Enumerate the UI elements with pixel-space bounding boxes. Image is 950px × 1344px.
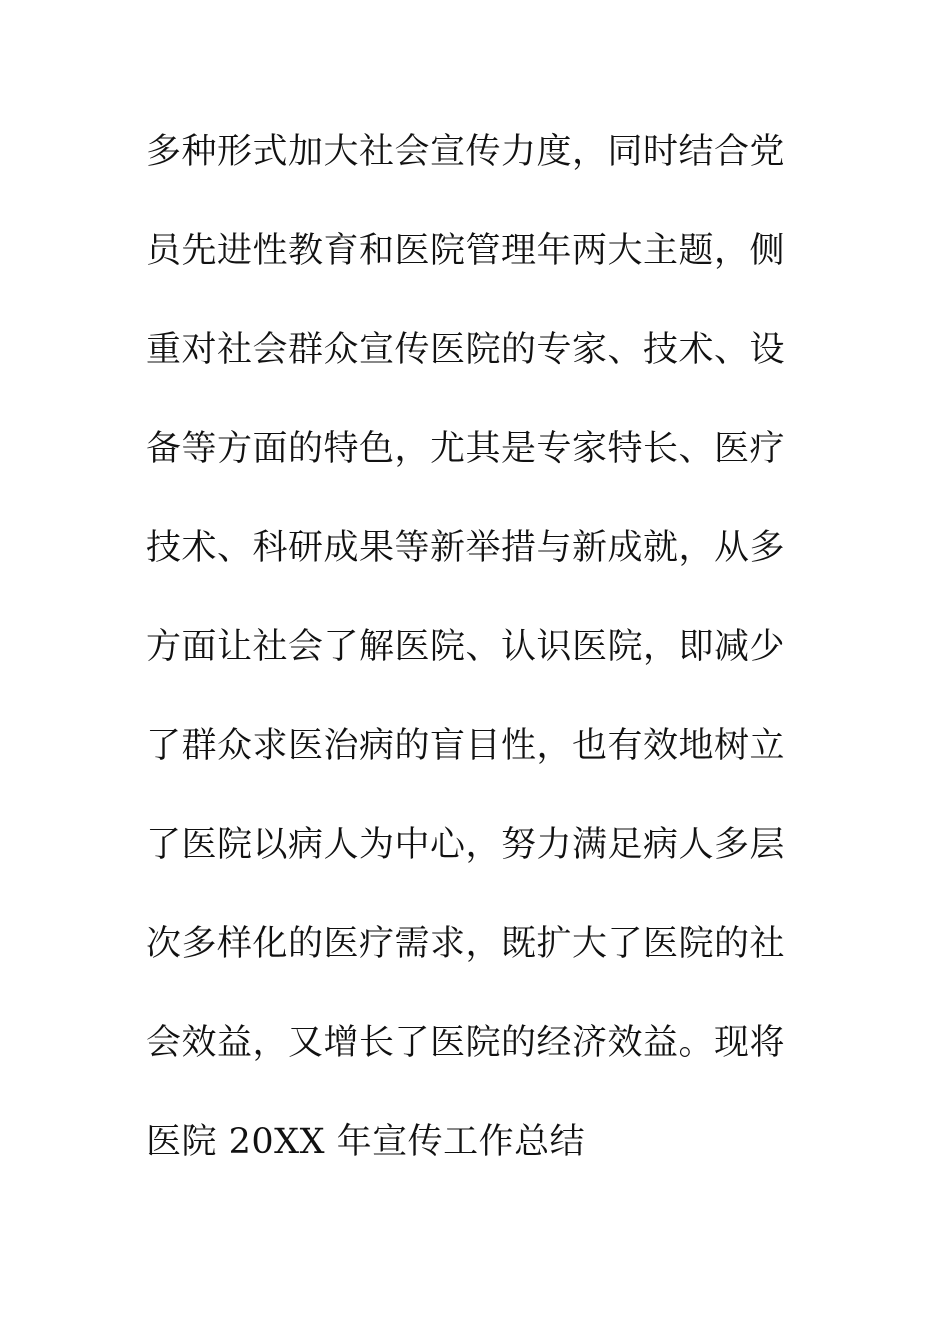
text-line: 了群众求医治病的盲目性，也有效地树立 [146, 726, 786, 766]
body-text [146, 122, 786, 1211]
text-line: 多种形式加大社会宣传力度，同时结合党 [146, 132, 786, 172]
text-line: 了医院以病人为中心，努力满足病人多层 [146, 825, 786, 865]
text-line: 次多样化的医疗需求，既扩大了医院的社 [146, 924, 786, 964]
text-line: 备等方面的特色，尤其是专家特长、医疗 [146, 429, 786, 469]
text-line: 员先进性教育和医院管理年两大主题，侧 [146, 231, 786, 271]
text-line: 方面让社会了解医院、认识医院，即减少 [146, 627, 786, 667]
text-line: 会效益，又增长了医院的经济效益。现将 [146, 1023, 786, 1063]
text-line: 重对社会群众宣传医院的专家、技术、设 [146, 330, 786, 370]
text-line: 技术、科研成果等新举措与新成就，从多 [146, 528, 786, 568]
text-line: 医院 20XX 年宣传工作总结 [146, 1122, 586, 1162]
